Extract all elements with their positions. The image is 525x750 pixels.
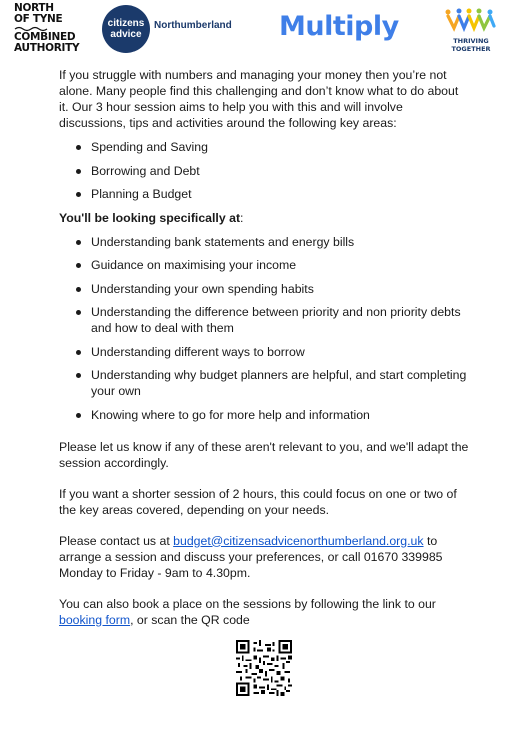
header-logos bbox=[0, 0, 525, 58]
list-item: Understanding the difference between priority and non priority debts and how to deal with them bbox=[59, 304, 469, 336]
ca-logo-line-2: advice bbox=[110, 29, 142, 40]
list-item: Knowing where to go for more help and information bbox=[59, 407, 469, 423]
contact-text-after: to arrange a session and discuss your preferences, or call 01670 339985 Monday to Friday - 9am to 4.30pm. bbox=[59, 533, 443, 580]
citizens-advice-logo bbox=[102, 5, 150, 53]
list-item: Understanding different ways to borrow bbox=[59, 344, 469, 360]
booking-paragraph bbox=[59, 596, 469, 628]
specifics-heading bbox=[59, 210, 469, 226]
nt-logo-line-4: AUTHORITY bbox=[14, 42, 80, 54]
contact-paragraph bbox=[59, 533, 469, 581]
thriving-together-text bbox=[440, 37, 502, 53]
list-item: Understanding your own spending habits bbox=[59, 281, 469, 297]
qr-code-icon bbox=[236, 640, 292, 696]
leaflet-body bbox=[59, 67, 469, 643]
booking-text-before: You can also book a place on the sessions by following the link to our bbox=[59, 596, 436, 611]
intro-paragraph: If you struggle with numbers and managing your money then you’re not alone. Many people find this challenging and don’t know what to do about it. Our 3 hour session aims to help you with this and will involve discussions, tips and activities around the following key areas: bbox=[59, 68, 459, 130]
specifics-heading-colon: : bbox=[240, 210, 244, 225]
list-item: Spending and Saving bbox=[59, 139, 469, 155]
contact-text-before: Please contact us at bbox=[59, 533, 174, 548]
list-item: Borrowing and Debt bbox=[59, 163, 469, 179]
nt-logo-line-1: NORTH bbox=[14, 2, 54, 14]
thriving-line-1: THRIVING bbox=[453, 37, 489, 45]
ca-logo-line-1: citizens bbox=[107, 18, 145, 29]
shorter-session-paragraph: If you want a shorter session of 2 hours, this could focus on one or two of the key areas covered, depending on your needs. bbox=[59, 486, 457, 517]
key-areas-list bbox=[59, 139, 469, 202]
specifics-heading-bold: You'll be looking specifically at bbox=[59, 210, 241, 225]
citizens-advice-region: Northumberland bbox=[154, 20, 232, 31]
email-link[interactable]: budget@citizensadvicenorthumberland.org.uk bbox=[173, 533, 424, 548]
list-item: Understanding why budget planners are helpful, and start completing your own bbox=[59, 367, 469, 399]
list-item: Understanding bank statements and energy bills bbox=[59, 234, 469, 250]
north-of-tyne-logo bbox=[14, 2, 80, 54]
list-item: Planning a Budget bbox=[59, 186, 469, 202]
specifics-list bbox=[59, 234, 469, 423]
nt-logo-line-3: COMBINED bbox=[14, 31, 76, 43]
multiply-logo: Multiply bbox=[279, 11, 399, 42]
list-item: Guidance on maximising your income bbox=[59, 257, 469, 273]
adapt-paragraph: Please let us know if any of these aren't relevant to you, and we'll adapt the session accordingly. bbox=[59, 439, 469, 470]
booking-form-link[interactable]: booking form bbox=[59, 612, 131, 627]
thriving-line-2: TOGETHER bbox=[451, 45, 491, 53]
nt-logo-line-2: OF TYNE bbox=[14, 13, 63, 25]
booking-text-after: , or scan the QR code bbox=[130, 612, 250, 627]
